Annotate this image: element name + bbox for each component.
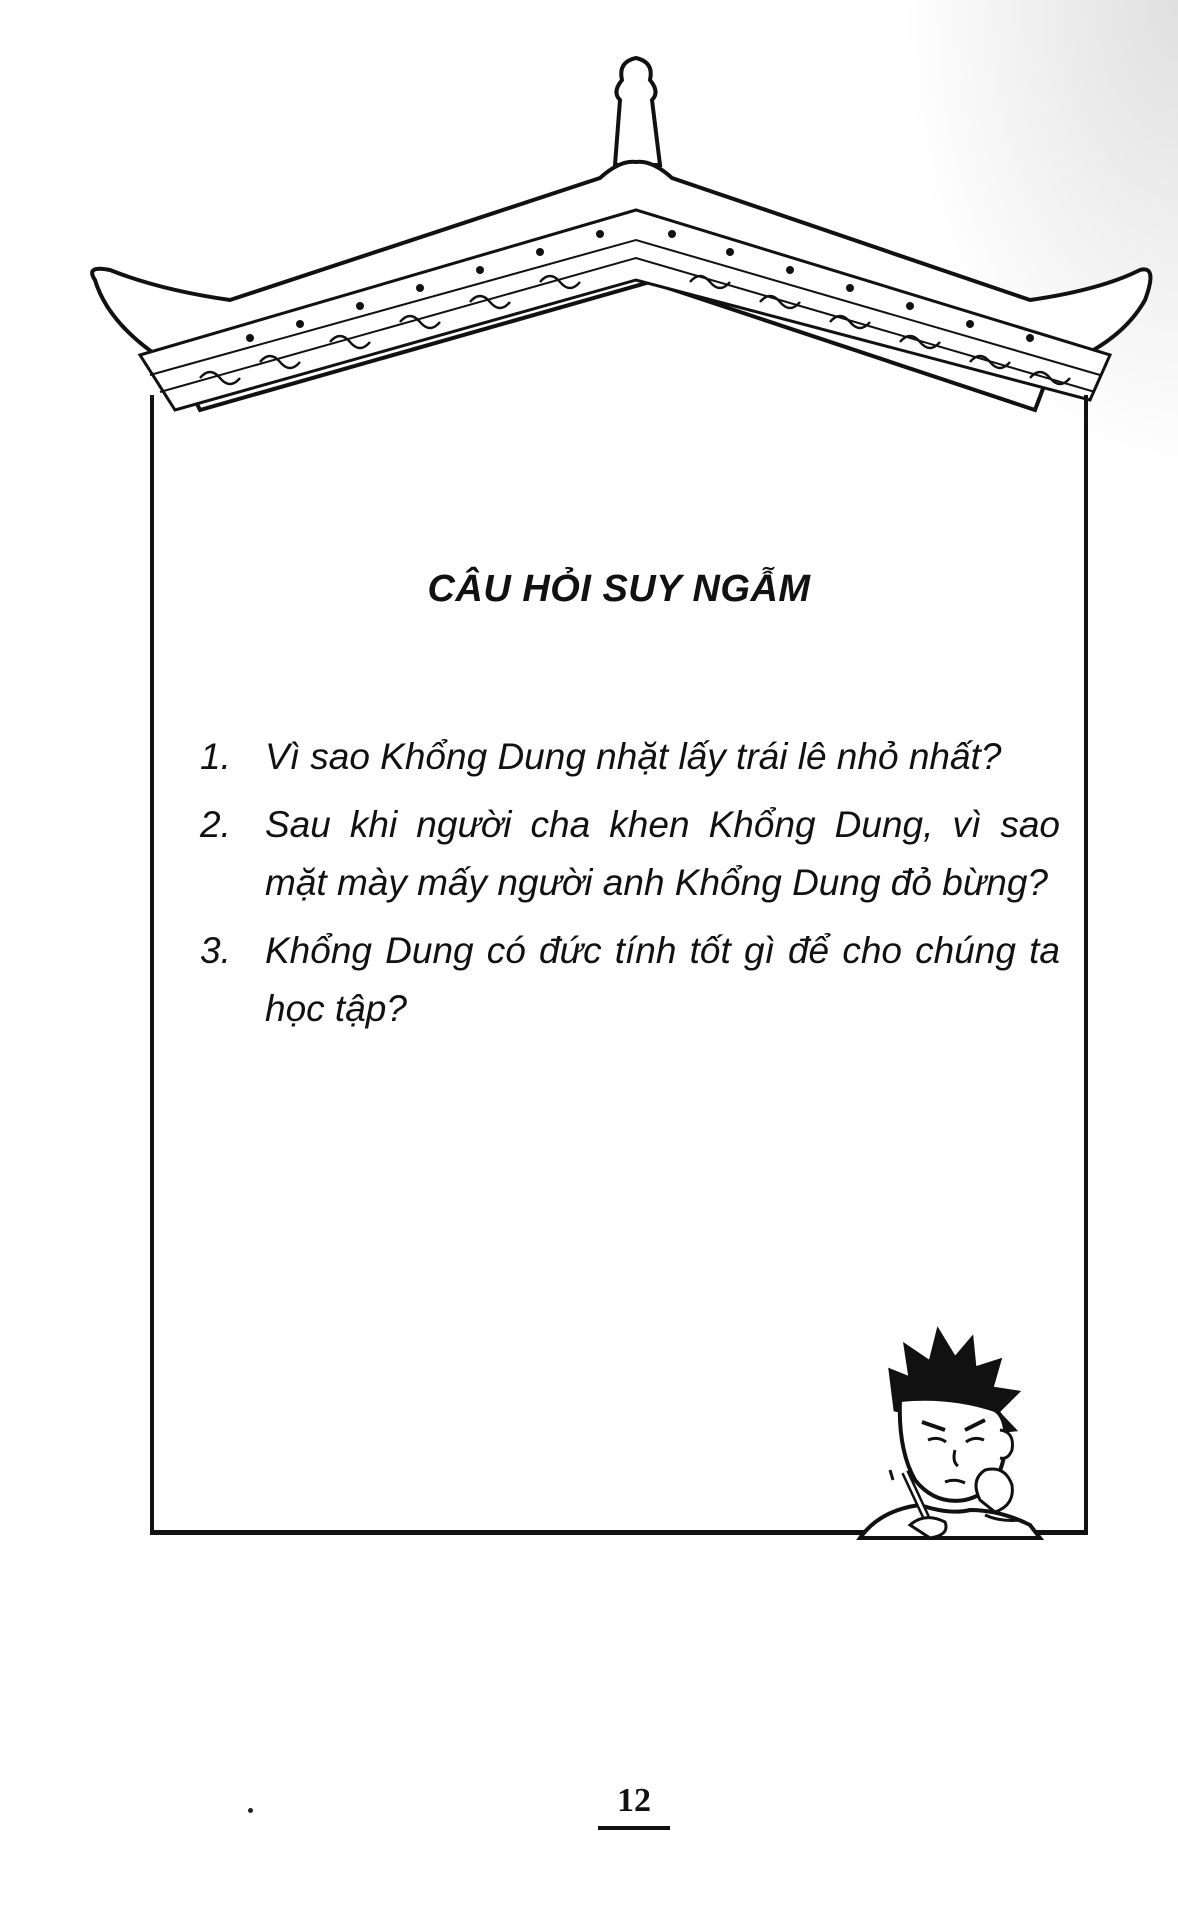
question-text: Sau khi người cha khen Khổng Dung, vì sao mặt mày mấy người anh Khổng Dung đỏ bừng? (265, 804, 1060, 903)
question-number: 2. (200, 804, 231, 845)
page-number: 12 (598, 1782, 670, 1830)
question-item (200, 796, 1060, 912)
question-number: 1. (200, 736, 231, 777)
thinking-boy-illustration (800, 1300, 1060, 1540)
ink-dot (248, 1808, 253, 1813)
question-text: Khổng Dung có đức tính tốt gì để cho chúng ta học tập? (265, 930, 1060, 1029)
question-item (200, 922, 1060, 1038)
page-title: CÂU HỎI SUY NGẪM (427, 568, 811, 610)
pagoda-roof-illustration (0, 0, 1178, 460)
question-item (200, 728, 1060, 786)
question-text: Vì sao Khổng Dung nhặt lấy trái lê nhỏ nhất? (265, 736, 1002, 777)
question-number: 3. (200, 930, 231, 971)
question-list (200, 728, 1060, 1048)
